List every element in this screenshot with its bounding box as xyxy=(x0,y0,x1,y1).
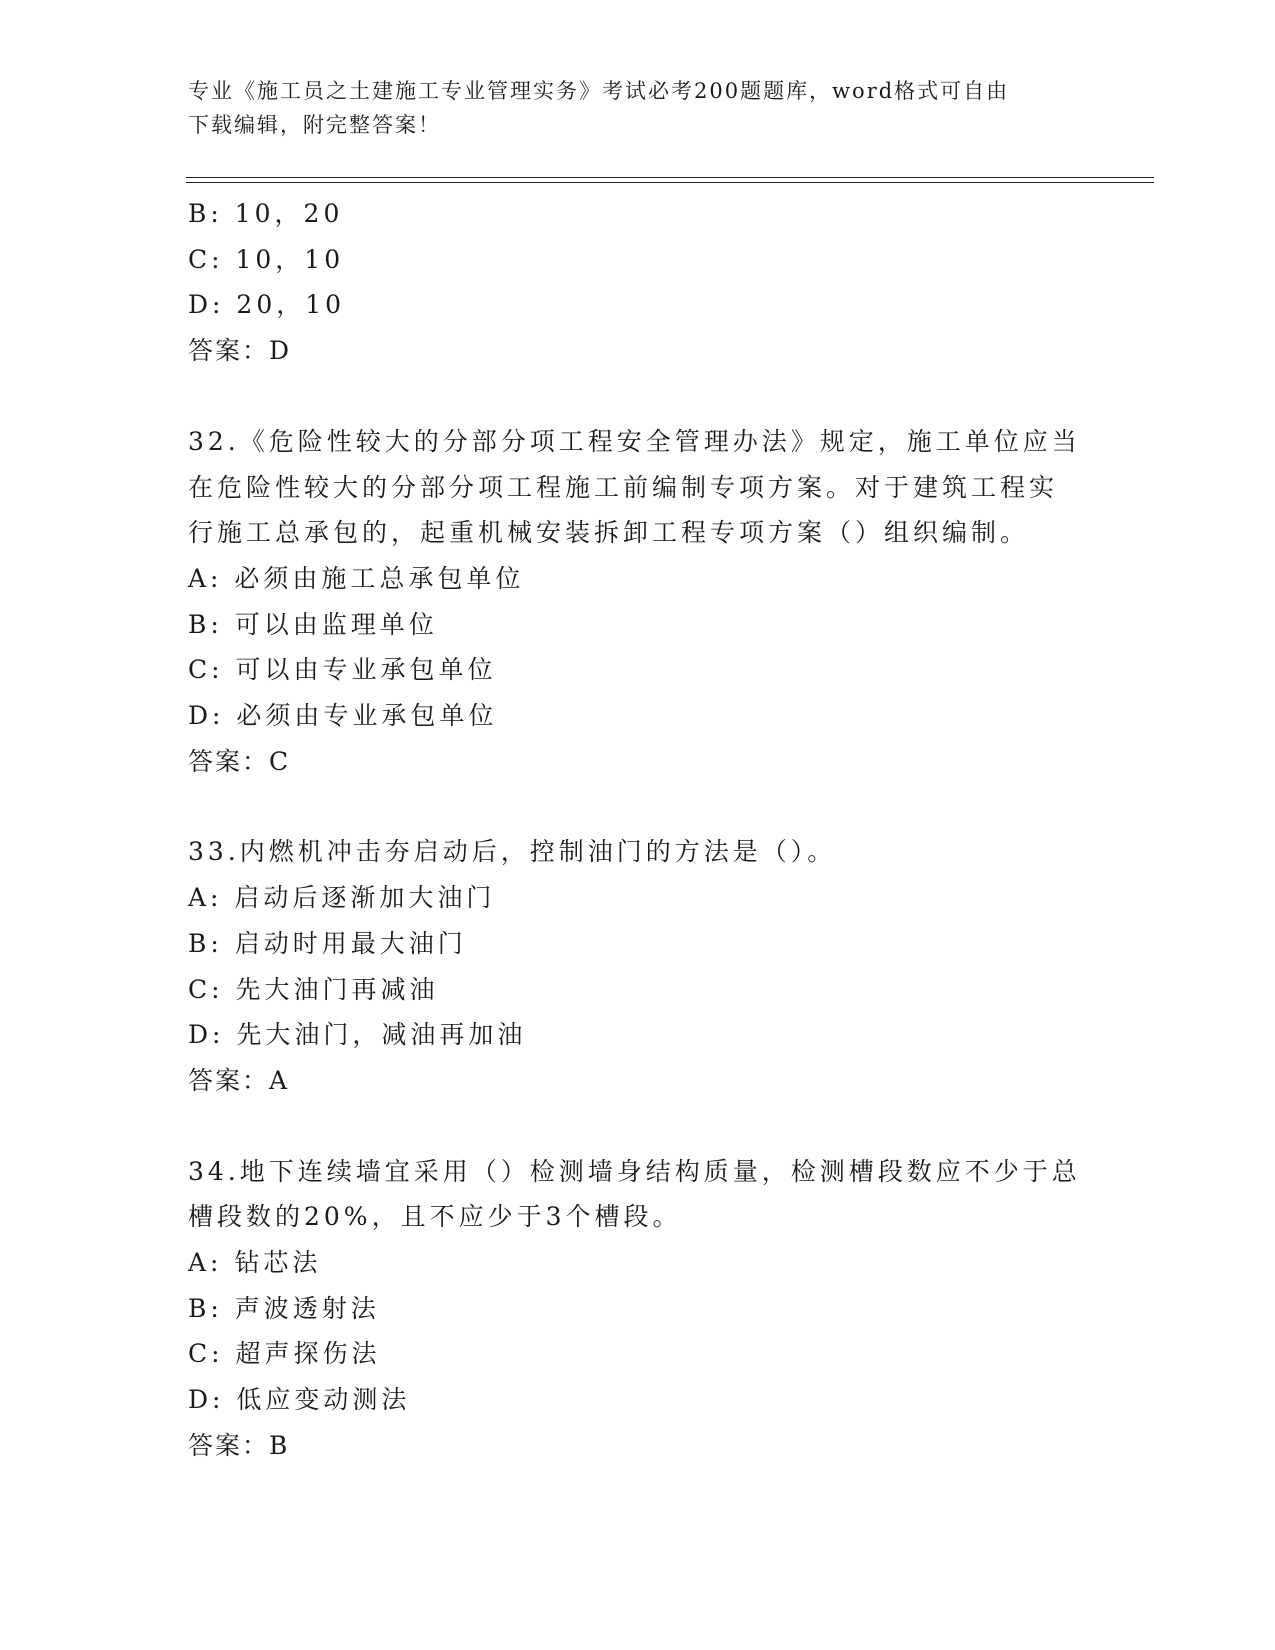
question-text-line: 32.《危险性较大的分部分项工程安全管理办法》规定，施工单位应当 xyxy=(188,426,1081,456)
option-c: C: 可以由专业承包单位 xyxy=(188,655,497,685)
answer: 答案：C xyxy=(188,746,291,776)
header-line-2: 下载编辑，附完整答案！ xyxy=(188,113,441,137)
spacer xyxy=(188,1104,1088,1149)
question-text-line: 34.地下连续墙宜采用（）检测墙身结构质量，检测槽段数应不少于总 xyxy=(188,1156,1081,1186)
question-text-line: 行施工总承包的，起重机械安装拆卸工程专项方案（）组织编制。 xyxy=(188,518,1030,548)
question-text-line: 在危险性较大的分部分项工程施工前编制专项方案。对于建筑工程实 xyxy=(188,472,1059,502)
spacer xyxy=(188,784,1088,829)
header-line-1: 专业《施工员之土建施工专业管理实务》考试必考200题题库，word格式可自由 xyxy=(188,79,1010,103)
question-31-tail xyxy=(188,191,1088,374)
question-32 xyxy=(188,419,1088,785)
option-c: C: 超声探伤法 xyxy=(188,1339,381,1369)
option-b: B: 声波透射法 xyxy=(188,1293,380,1323)
option-b: B: 可以由监理单位 xyxy=(188,609,438,639)
option-a: A: 必须由施工总承包单位 xyxy=(188,563,525,593)
option-a: A: 启动后逐渐加大油门 xyxy=(188,883,496,913)
option-d: D: 先大油门，减油再加油 xyxy=(188,1020,527,1050)
document-body xyxy=(188,191,1088,1469)
answer: 答案：A xyxy=(188,1065,290,1095)
question-34 xyxy=(188,1149,1088,1469)
header-rule-top xyxy=(186,177,1154,178)
answer: 答案：D xyxy=(188,336,292,366)
question-33 xyxy=(188,829,1088,1103)
header-rule-bottom xyxy=(186,182,1154,183)
option-d: D: 低应变动测法 xyxy=(188,1385,411,1415)
option-c: C: 先大油门再减油 xyxy=(188,974,439,1004)
question-text-line: 槽段数的20%，且不应少于3个槽段。 xyxy=(188,1202,682,1232)
option-d: D: 20，10 xyxy=(188,290,346,320)
spacer xyxy=(188,374,1088,419)
document-header xyxy=(188,74,1068,142)
option-d: D: 必须由专业承包单位 xyxy=(188,701,498,731)
question-text-line: 33.内燃机冲击夯启动后，控制油门的方法是（）。 xyxy=(188,837,837,867)
option-b: B: 10，20 xyxy=(188,199,344,228)
option-a: A: 钻芯法 xyxy=(188,1248,322,1278)
option-c: C: 10，10 xyxy=(188,244,345,274)
option-b: B: 启动时用最大油门 xyxy=(188,928,467,958)
answer: 答案：B xyxy=(188,1430,290,1460)
